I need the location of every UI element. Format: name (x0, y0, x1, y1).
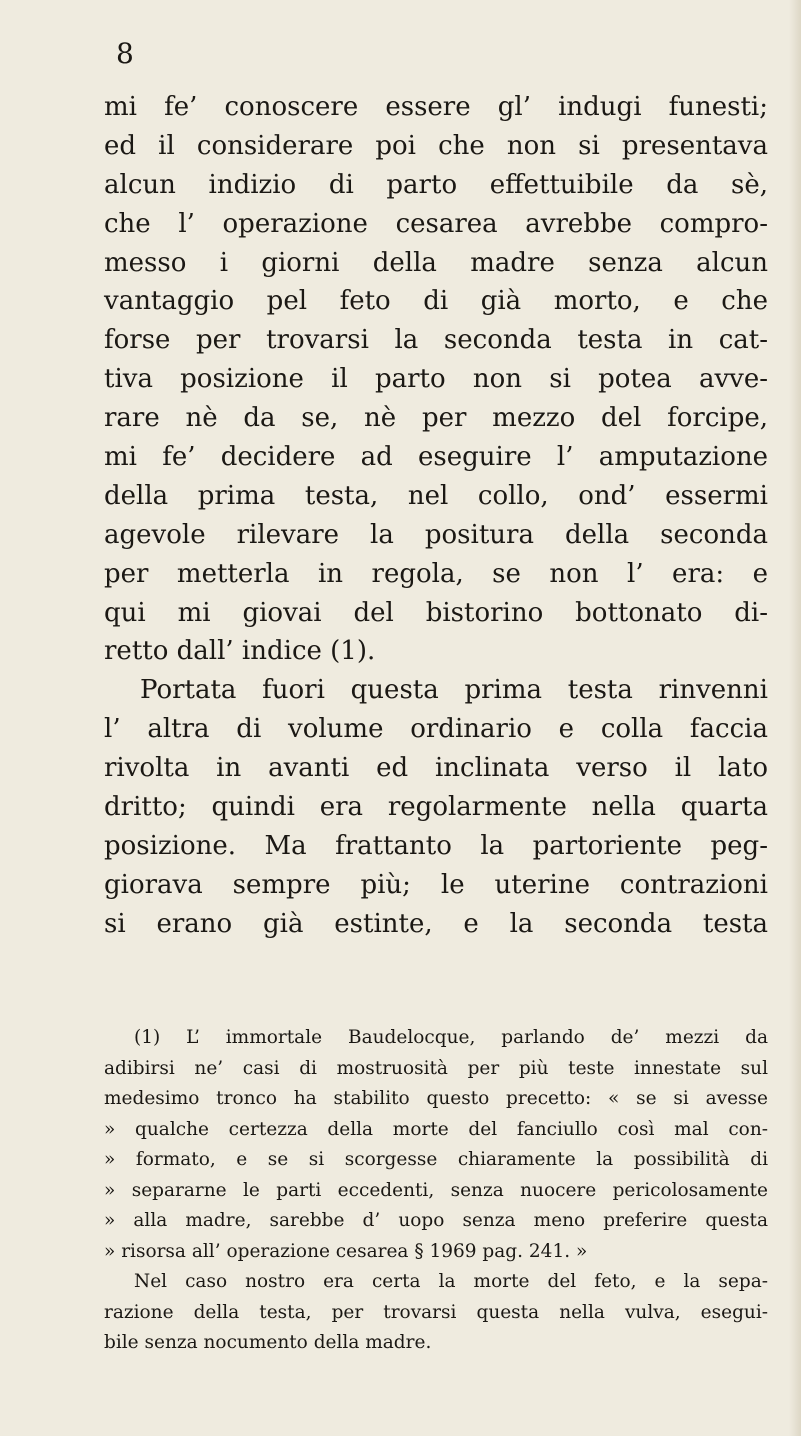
footnote-line: » separarne le parti eccedenti, senza nuocere pericolosamente (104, 1179, 768, 1201)
text-line: qui mi giovai del bistorino bottonato di- (104, 597, 768, 628)
footnote-line: » formato, e se si scorgesse chiaramente la possibilità di (104, 1149, 768, 1170)
main-text (104, 88, 768, 944)
page-number: 8 (116, 37, 134, 70)
text-line: ed il considerare poi che non si presentava (104, 130, 768, 161)
text-line: posizione. Ma frattanto la partoriente peg- (104, 830, 768, 861)
footnote-line: » risorsa all’ operazione cesarea § 1969 pag. 241. » (104, 1240, 588, 1262)
footnote (104, 1023, 768, 1359)
text-line: mi fe’ decidere ad eseguire l’ amputazione (104, 442, 768, 473)
text-line: giorava sempre più; le uterine contrazioni (104, 869, 768, 900)
text-line: della prima testa, nel collo, ond’ essermi (104, 480, 768, 511)
text-line: mi fe’ conoscere essere gl’ indugi funesti; (104, 92, 768, 122)
text-line: rare nè da se, nè per mezzo del forcipe, (104, 403, 768, 434)
footnote-line: razione della testa, per trovarsi questa nella vulva, esegui- (104, 1301, 768, 1323)
text-line: vantaggio pel feto di già morto, e che (104, 286, 768, 317)
footnote-line: » alla madre, sarebbe d’ uopo senza meno preferire questa (104, 1210, 768, 1231)
text-line: dritto; quindi era regolarmente nella quarta (104, 792, 768, 823)
text-line: messo i giorni della madre senza alcun (104, 247, 768, 278)
text-line: che l’ operazione cesarea avrebbe compro- (104, 208, 768, 239)
text-line: si erano già estinte, e la seconda testa (104, 908, 768, 939)
text-line: Portata fuori questa prima testa rinvenni (140, 675, 768, 706)
page-edge (789, 0, 801, 1436)
text-line: agevole rilevare la positura della seconda (104, 519, 768, 550)
text-line: alcun indizio di parto effettuibile da sè, (104, 169, 768, 200)
footnote-line: Nel caso nostro era certa la morte del feto, e la sepa- (134, 1271, 768, 1292)
text-line: rivolta in avanti ed inclinata verso il lato (104, 753, 768, 784)
text-line: l’ altra di volume ordinario e colla faccia (104, 714, 768, 745)
text-line: forse per trovarsi la seconda testa in cat- (104, 325, 768, 356)
footnote-line: » qualche certezza della morte del fanciullo così mal con- (104, 1118, 768, 1140)
footnote-line: medesimo tronco ha stabilito questo precetto: « se si avesse (104, 1088, 768, 1109)
text-line: retto dall’ indice (1). (104, 636, 376, 667)
footnote-line: adibirsi ne’ casi di mostruosità per più teste innestate sul (104, 1057, 768, 1079)
footnote-line: bile senza nocumento della madre. (104, 1332, 432, 1353)
text-line: tiva posizione il parto non si potea avve- (104, 364, 768, 395)
footnote-line: (1) L’ immortale Baudelocque, parlando de’ mezzi da (134, 1027, 768, 1048)
text-line: per metterla in regola, se non l’ era: e (104, 558, 768, 589)
